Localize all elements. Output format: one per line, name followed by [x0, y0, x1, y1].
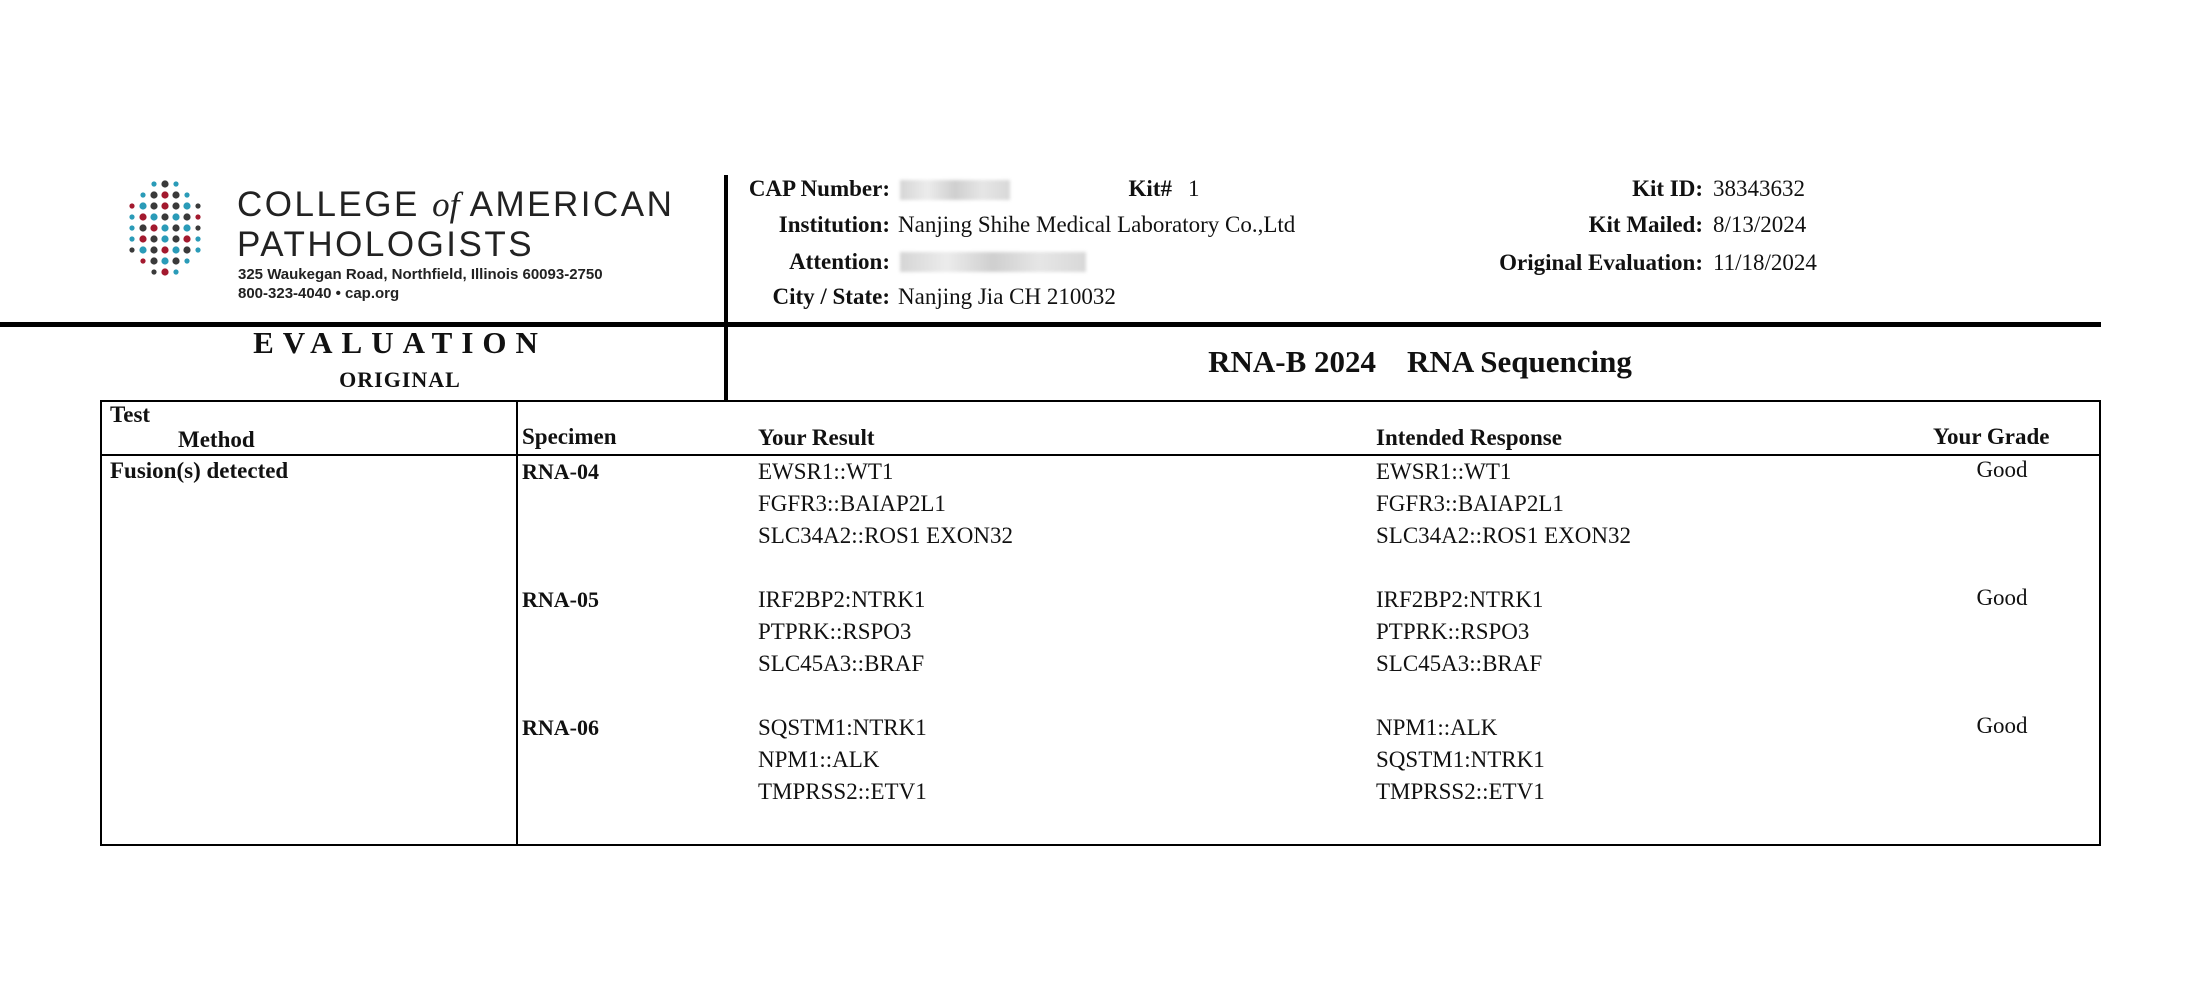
logo-dot	[172, 257, 179, 264]
result-item: SLC34A2::ROS1 EXON32	[758, 523, 1013, 548]
intended-item: TMPRSS2::ETV1	[1376, 779, 1545, 804]
logo-dot	[173, 181, 178, 186]
kit-id-value: 38343632	[1713, 176, 1805, 201]
intended-item: EWSR1::WT1	[1376, 459, 1512, 484]
result-item: SQSTM1:NTRK1	[758, 715, 927, 740]
table-header-rule	[102, 454, 2099, 456]
logo-dot	[150, 235, 157, 242]
logo-dot	[161, 180, 168, 187]
original-eval-label: Original Evaluation:	[1499, 250, 1703, 275]
result-item: SLC45A3::BRAF	[758, 651, 925, 676]
logo-dot	[184, 192, 189, 197]
result-list	[758, 456, 1013, 552]
column-divider	[516, 402, 518, 844]
logo-dot	[150, 257, 157, 264]
col-header-method: Method	[178, 427, 255, 452]
kit-num-label: Kit#	[1128, 176, 1172, 201]
kit-mailed-value: 8/13/2024	[1713, 212, 1807, 237]
logo-dot	[161, 257, 168, 264]
logo-dot	[161, 246, 168, 253]
intended-item: NPM1::ALK	[1376, 715, 1498, 740]
attention-label: Attention:	[789, 249, 890, 274]
city-state-label: City / State:	[772, 284, 890, 309]
logo-dot	[195, 247, 200, 252]
intended-item: IRF2BP2:NTRK1	[1376, 587, 1544, 612]
logo-dot	[140, 258, 145, 263]
logo-dot	[140, 192, 145, 197]
logo-dot	[172, 213, 179, 220]
logo-dot	[161, 202, 168, 209]
grade-rna-05: Good	[1976, 585, 2028, 610]
logo-dot	[195, 214, 200, 219]
intended-item: FGFR3::BAIAP2L1	[1376, 491, 1564, 516]
logo-dot	[139, 235, 146, 242]
intended-item: SLC45A3::BRAF	[1376, 651, 1543, 676]
logo-dot	[150, 224, 157, 231]
logo-dot	[195, 225, 200, 230]
result-item: IRF2BP2:NTRK1	[758, 587, 926, 612]
logo-dot	[150, 202, 157, 209]
logo-dot	[129, 214, 134, 219]
logo-dot	[129, 236, 134, 241]
result-item: TMPRSS2::ETV1	[758, 779, 927, 804]
logo-dot	[151, 181, 156, 186]
logo-dot	[161, 213, 168, 220]
col-header-your-result: Your Result	[758, 425, 875, 450]
logo-dot	[161, 268, 168, 275]
logo-dot	[195, 203, 200, 208]
result-list	[758, 712, 927, 808]
institution-value: Nanjing Shihe Medical Laboratory Co.,Ltd	[898, 212, 1296, 237]
logo-dot	[161, 224, 168, 231]
attention-redacted	[900, 252, 1086, 272]
cap-number-label: CAP Number:	[748, 176, 890, 201]
grade-rna-04: Good	[1976, 457, 2028, 482]
result-item: FGFR3::BAIAP2L1	[758, 491, 946, 516]
logo-dot	[139, 246, 146, 253]
logo-dot	[183, 224, 190, 231]
program-title	[740, 344, 2100, 380]
result-item: EWSR1::WT1	[758, 459, 894, 484]
logo-dot	[161, 191, 168, 198]
logo-dot	[172, 202, 179, 209]
specimen-rna-06: RNA-06	[522, 715, 599, 740]
logo-dot	[172, 246, 179, 253]
evaluation-title: EVALUATION	[253, 325, 547, 360]
intended-item: SLC34A2::ROS1 EXON32	[1376, 523, 1631, 548]
kit-num-value: 1	[1188, 176, 1200, 201]
logo-dot	[161, 235, 168, 242]
specimen-rna-05: RNA-05	[522, 587, 599, 612]
logo-dot	[184, 258, 189, 263]
logo-dot	[139, 224, 146, 231]
specimen-rna-04: RNA-04	[522, 459, 599, 484]
kit-id-label: Kit ID:	[1632, 176, 1703, 201]
logo-dot	[129, 225, 134, 230]
logo-dot	[195, 236, 200, 241]
logo-dot	[183, 202, 190, 209]
org-contact: 800-323-4040 • cap.org	[238, 285, 400, 302]
grade-rna-06: Good	[1976, 713, 2028, 738]
program-name: RNA-B 2024 RNA Sequencing	[1208, 344, 1632, 379]
cap-number-redacted	[900, 180, 1010, 200]
original-eval-value: 11/18/2024	[1713, 250, 1817, 275]
city-state-value: Nanjing Jia CH 210032	[898, 284, 1116, 309]
logo-dot	[183, 246, 190, 253]
result-item: NPM1::ALK	[758, 747, 880, 772]
col-header-intended-response: Intended Response	[1376, 425, 1562, 450]
results-table	[100, 400, 2101, 846]
logo-dot	[172, 191, 179, 198]
intended-list	[1376, 712, 1545, 808]
logo-dot	[129, 247, 134, 252]
col-header-test: Test	[110, 402, 151, 427]
intended-item: SQSTM1:NTRK1	[1376, 747, 1545, 772]
intended-list	[1376, 584, 1543, 680]
logo-dot	[172, 224, 179, 231]
logo-dot	[183, 235, 190, 242]
result-item: PTPRK::RSPO3	[758, 619, 912, 644]
logo-dot	[151, 269, 156, 274]
logo-dot	[150, 191, 157, 198]
col-header-specimen: Specimen	[522, 424, 617, 449]
kit-mailed-label: Kit Mailed:	[1588, 212, 1703, 237]
institution-label: Institution:	[778, 212, 890, 237]
result-list	[758, 584, 925, 680]
intended-list	[1376, 456, 1631, 552]
evaluation-subtitle: ORIGINAL	[339, 367, 461, 392]
dot-matrix-logo-icon	[115, 178, 215, 278]
org-name-line1: COLLEGE of AMERICAN	[237, 185, 675, 224]
intended-item: PTPRK::RSPO3	[1376, 619, 1530, 644]
logo-dot	[150, 246, 157, 253]
test-name: Fusion(s) detected	[110, 458, 289, 483]
logo-dot	[150, 213, 157, 220]
logo-dot	[139, 202, 146, 209]
logo-dot	[173, 269, 178, 274]
logo-dot	[183, 213, 190, 220]
logo-dot	[129, 203, 134, 208]
logo-dot	[172, 235, 179, 242]
org-name-line2: PATHOLOGISTS	[237, 225, 535, 264]
org-address: 325 Waukegan Road, Northfield, Illinois 60093-2750	[238, 266, 603, 283]
col-header-your-grade: Your Grade	[1933, 424, 2050, 449]
logo-dot	[139, 213, 146, 220]
